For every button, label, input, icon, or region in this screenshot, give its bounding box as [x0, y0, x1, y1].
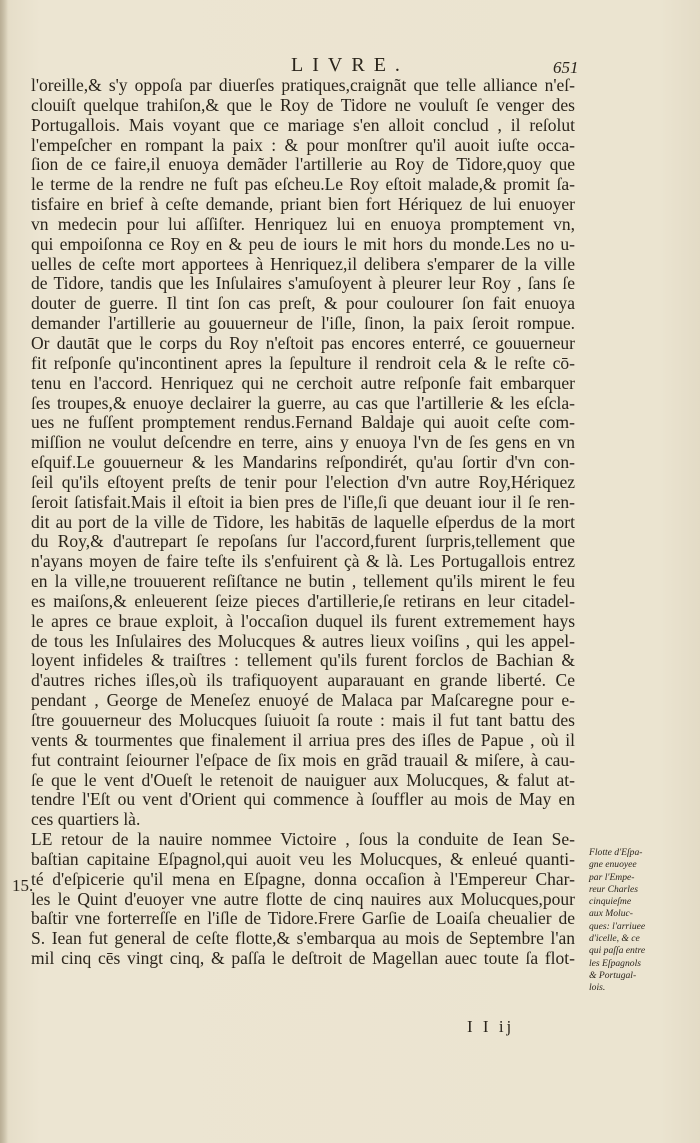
text-line: vn medecin pour lui aſſiſter. Henriquez lui en enuoya promptement vn, — [31, 213, 575, 234]
text-line: fut contraint ſeiourner l'eſpace de ſix mois en grãd trauail & miſere, à cau- — [31, 749, 575, 770]
margin-note-line: lois. — [589, 982, 606, 994]
text-line: du Roy,& d'autrepart ſe repoſans ſur l'accord,furent ſurpris,tellement que — [31, 531, 575, 552]
margin-note-line: Flotte d'Eſpa- — [589, 847, 643, 858]
text-line: l'oreille,& s'y oppoſa par diuerſes pratiques,craignãt que telle alliance n'eſ- — [31, 75, 575, 95]
text-line: ſes troupes,& enuoye declairer la guerre, au cas que l'artillerie & les eſcla- — [31, 392, 575, 413]
text-line: baſtir vne forterreſſe en l'iſle de Tidore.Frere Garſie de Loaiſa cheualier de — [31, 908, 575, 929]
margin-note-line: & Portugal- — [589, 969, 637, 981]
text-line: baſtian capitaine Eſpagnol,qui auoit veu les Molucques, & enleué quanti- — [31, 848, 575, 869]
text-line: ſion de ce faire,il enuoya demãder l'artillerie au Roy de Tidore,quoy que — [31, 154, 575, 175]
text-line: l'empeſcher en rompant la paix : & pour monſtrer qu'il auoit iuſte occa- — [31, 134, 575, 155]
text-line: tendre l'Eſt ou vent d'Orient qui commence à ſouffler au mois de May en — [31, 789, 575, 810]
body-text — [31, 76, 575, 969]
text-line: LE retour de la nauire nommee Victoire , ſous la conduite de Iean Se- — [31, 829, 575, 850]
text-line: ces quartiers là. — [31, 809, 141, 830]
text-line: clouiſt quelque trahiſon,& que le Roy de Tidore ne vouluſt ſe venger des — [31, 94, 575, 115]
text-line: n'ayans moyen de faire teſte ils s'enfuirent çà & là. Les Portugallois entrez — [31, 551, 575, 572]
text-line: ues ne fuſſent promptement rendus.Fernand Baldaje qui auoit ceſte com- — [31, 412, 575, 433]
text-line: tisfaire en brief à ceſte demande, priant bien fort Hériquez de lui enuoyer — [31, 194, 575, 215]
text-line: en la ville,ne trouuerent reſiſtance ne butin , tellement qu'ils mirent le feu — [31, 571, 575, 592]
margin-note-line: d'icelle, & ce — [589, 933, 640, 945]
text-line: le apres ce braue exploit, à l'occaſion duquel ils furent extremement hays — [31, 610, 575, 631]
margin-note-line: cinquieſme — [589, 896, 632, 908]
text-line: S. Iean fut general de ceſte flotte,& s'embarqua au mois de Septembre l'an — [31, 928, 575, 949]
margin-note — [589, 847, 700, 995]
text-line: le terme de la rendre ne fuſt pas eſcheu.Le Roy eſtoit malade,& promit ſa- — [31, 174, 575, 195]
signature-mark: I I ij — [467, 1017, 515, 1036]
section-number: 15. — [12, 876, 34, 895]
text-line: té d'eſpicerie qu'il mena en Eſpagne, donna occaſion à l'Empereur Char- — [31, 868, 575, 889]
text-line: pendant , George de Meneſez enuoyé de Malaca par Maſcaregne pour e- — [31, 690, 575, 711]
margin-note-line: les Eſpagnols — [589, 957, 641, 969]
text-line: es maiſons,& enleuerent ſeize pieces d'artillerie,ſe retirans en leur citadel- — [31, 590, 575, 611]
text-line: d'autres riches iſles,où ils trafiquoyent auparauant en grande liberté. Ce — [31, 670, 575, 691]
text-line: fit reſponſe qu'incontinent apres la ſepulture il rendroit cela & le reſte cō- — [31, 352, 575, 373]
text-line: ſeil qu'ils eſtoyent preſts de tenir pour l'election d'vn autre Roy,Hériquez — [31, 471, 575, 492]
text-line: Or dautāt que le corps du Roy n'eſtoit pas encores enterré, ce gouuerneur — [31, 332, 575, 353]
running-head: LIVRE. — [291, 54, 409, 76]
margin-note-line: par l'Empe- — [589, 871, 635, 883]
text-line: mil cinq cēs vingt cinq, & paſſa le deſtroit de Magellan auec toute ſa flot- — [31, 948, 575, 969]
text-line: demander l'artillerie au gouuerneur de l'iſle, ſinon, la paix ſeroit rompue. — [31, 313, 575, 334]
spine-shadow — [0, 0, 8, 1143]
text-line: loyent infideles & traiſtres : tellement qu'ils furent forclos de Bachian & — [31, 650, 575, 671]
margin-note-line: aux Moluc- — [589, 908, 633, 920]
text-line: eſquif.Le gouuerneur & les Mandarins reſpondirét, qu'au ſortir d'vn con- — [31, 452, 575, 473]
text-line: qui empoiſonna ce Roy en & peu de iours le mit hors du monde.Les no u- — [31, 233, 575, 254]
margin-note-line: reur Charles — [589, 883, 638, 895]
text-line: dit au port de la ville de Tidore, les habitās de laquelle eſperdus de la mort — [31, 511, 575, 532]
margin-note-line: gne enuoyee — [589, 859, 637, 871]
text-line: ſtre gouuerneur des Molucques ſuiuoit ſa route : mais il fut tant battu des — [31, 710, 575, 730]
text-line: ſe que le vent d'Oueſt le retenoit de nauiguer aux Molucques, & falut at- — [31, 769, 575, 790]
text-line: miſſion ne voulut deſcendre en terre, ains y enuoya l'vn de ſes gens en vn — [31, 432, 575, 453]
text-line: vents & tourmentes que finalement il arriua pres des iſles de Papue , où il — [31, 729, 575, 750]
text-line: de tous les Inſulaires des Molucques & autres lieux voiſins , qui les appel- — [31, 630, 575, 651]
text-line: tenu en l'accord. Henriquez qui ne cerchoit autre reſponſe fait embarquer — [31, 372, 575, 393]
text-line: de Tidore, tandis que les Inſulaires s'amuſoyent à pleurer leur Roy , ſans ſe — [31, 273, 575, 294]
text-line: douter de guerre. Il tint ſon cas preſt, & pour coulourer ſon fait enuoya — [31, 293, 575, 314]
page-number: 651 — [553, 58, 579, 77]
text-line: les le Quint d'euoyer vne autre flotte de cinq nauires aux Molucques,pour — [31, 888, 575, 909]
text-line: uelles de ceſte mort apportees à Henriquez,il delibera s'emparer de la ville — [31, 253, 575, 274]
text-line: ſeroit ſatisfait.Mais il eſtoit ia bien pres de l'iſle,ſi que deuant iour il ſe ren- — [31, 491, 575, 512]
text-line: Portugallois. Mais voyant que ce mariage s'en alloit conclud , il reſolut — [31, 114, 575, 135]
margin-note-line: ques: l'arriuee — [589, 920, 646, 932]
margin-note-line: qui paſſa entre — [589, 945, 646, 957]
